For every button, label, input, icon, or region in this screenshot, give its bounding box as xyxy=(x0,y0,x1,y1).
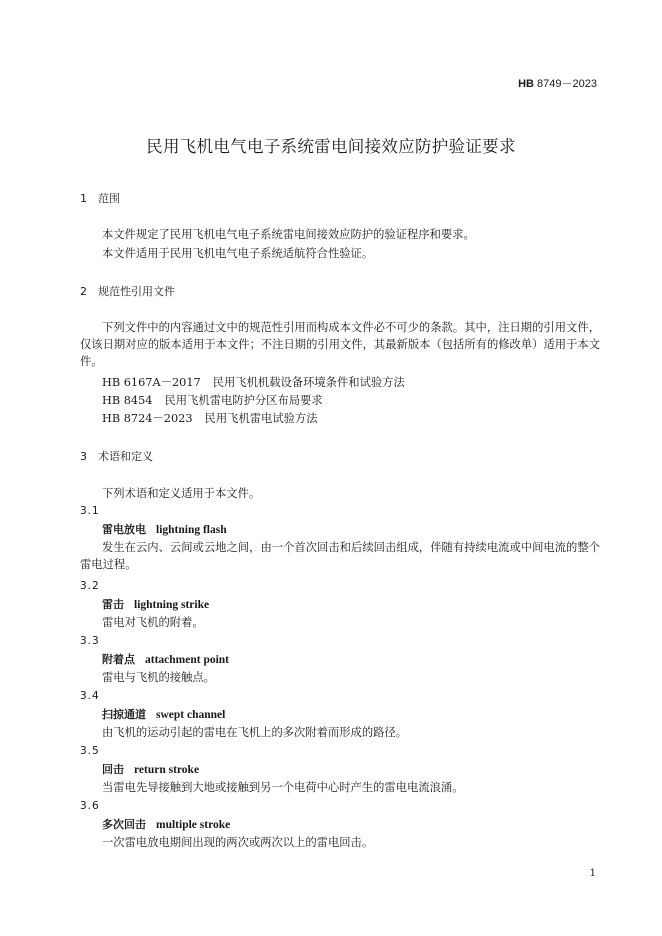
scope-paragraph-2: 本文件适用于民用飞机电气电子系统适航符合性验证。 xyxy=(102,247,374,260)
term-heading: 回击 return stroke xyxy=(102,763,200,776)
reference-item: HB 8724－2023 民用飞机雷电试验方法 xyxy=(102,412,318,425)
section-heading-normative-references: 2 规范性引用文件 xyxy=(80,285,175,298)
term-number: 3.4 xyxy=(80,690,100,702)
reference-item: HB 6167A－2017 民用飞机机载设备环境条件和试验方法 xyxy=(102,376,405,389)
term-definition: 雷电对飞机的附着。 xyxy=(102,616,204,629)
document-title: 民用飞机电气电子系统雷电间接效应防护验证要求 xyxy=(146,137,516,156)
section-heading-terms-definitions: 3 术语和定义 xyxy=(80,450,153,463)
term-definition: 由飞机的运动引起的雷电在飞机上的多次附着而形成的路径。 xyxy=(102,726,408,739)
document-code: HB 8749－2023 xyxy=(518,78,597,90)
term-number: 3.3 xyxy=(80,635,100,647)
term-definition: 当雷电先导接触到大地或接触到另一个电荷中心时产生的雷电电流浪涌。 xyxy=(102,781,464,794)
terms-intro-paragraph: 下列术语和定义适用于本文件。 xyxy=(102,487,261,500)
term-number: 3.5 xyxy=(80,745,100,757)
scope-paragraph-1: 本文件规定了民用飞机电气电子系统雷电间接效应防护的验证程序和要求。 xyxy=(102,228,475,241)
term-heading: 扫掠通道 swept channel xyxy=(102,708,226,721)
term-number: 3.1 xyxy=(80,505,100,517)
section-heading-scope: 1 范围 xyxy=(80,192,120,205)
term-definition: 雷电与飞机的接触点。 xyxy=(102,671,215,684)
term-definition: 一次雷电放电期间出现的两次或两次以上的雷电回击。 xyxy=(102,836,374,849)
page-number: 1 xyxy=(589,868,596,879)
term-heading: 多次回击 multiple stroke xyxy=(102,818,231,831)
references-intro-paragraph: 下列文件中的内容通过文中的规范性引用而构成本文件必不可少的条款。其中，注日期的引用文件，仅该日期对应的版本适用于本文件；不注日期的引用文件，其最新版本（包括所有的修改单）适用于本文件。 xyxy=(80,321,600,368)
term-definition: 发生在云内、云间或云地之间，由一个首次回击和后续回击组成，伴随有持续电流或中间电流的整个雷电过程。 xyxy=(80,541,600,571)
term-number: 3.6 xyxy=(80,800,100,812)
reference-item: HB 8454 民用飞机雷电防护分区布局要求 xyxy=(102,394,323,407)
term-heading: 附着点 attachment point xyxy=(102,653,230,666)
term-number: 3.2 xyxy=(80,580,100,592)
term-heading: 雷电放电 lightning flash xyxy=(102,523,227,536)
term-heading: 雷击 lightning strike xyxy=(102,598,210,611)
